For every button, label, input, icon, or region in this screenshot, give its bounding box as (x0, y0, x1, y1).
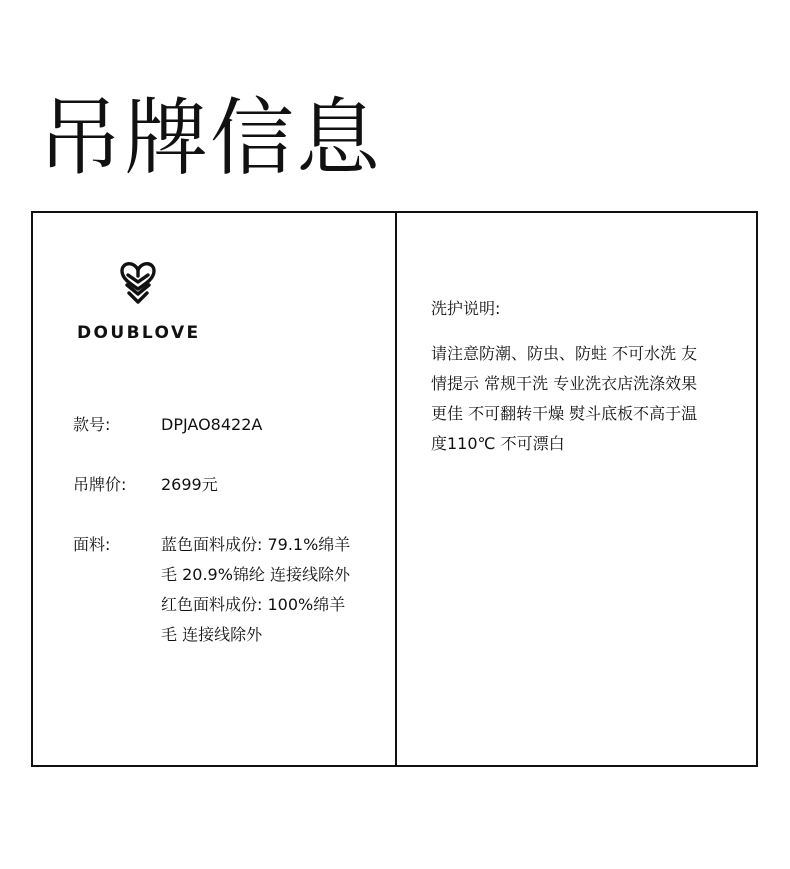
style-row (73, 410, 383, 440)
brand-name: DOUBLOVE (77, 323, 201, 343)
fabric-line: 红色面料成份: 100%绵羊 (161, 595, 346, 614)
tag-info-panel (33, 213, 397, 765)
care-line: 更佳 不可翻转干燥 熨斗底板不高于温 (431, 404, 698, 423)
hang-tag-card (31, 211, 758, 767)
style-value: DPJAO8422A (161, 415, 263, 434)
care-instructions (431, 339, 731, 459)
care-line: 度110℃ 不可漂白 (431, 434, 565, 453)
care-title: 洗护说明: (431, 299, 501, 318)
fabric-label: 面料: (73, 535, 111, 554)
care-line: 请注意防潮、防虫、防蛀 不可水洗 友 (431, 344, 698, 363)
fabric-line: 蓝色面料成份: 79.1%绵羊 (161, 535, 351, 554)
style-label: 款号: (73, 415, 111, 434)
fabric-line: 毛 20.9%锦纶 连接线除外 (161, 565, 351, 584)
fabric-value (161, 530, 383, 650)
fabric-row (73, 530, 383, 650)
care-panel (397, 213, 756, 765)
fabric-line: 毛 连接线除外 (161, 625, 263, 644)
price-row (73, 470, 383, 500)
page-title: 吊牌信息 (38, 89, 383, 187)
care-line: 情提示 常规干洗 专业洗衣店洗涤效果 (431, 374, 698, 393)
price-label: 吊牌价: (73, 475, 127, 494)
price-value: 2699元 (161, 475, 218, 494)
heart-knot-icon (119, 258, 157, 308)
